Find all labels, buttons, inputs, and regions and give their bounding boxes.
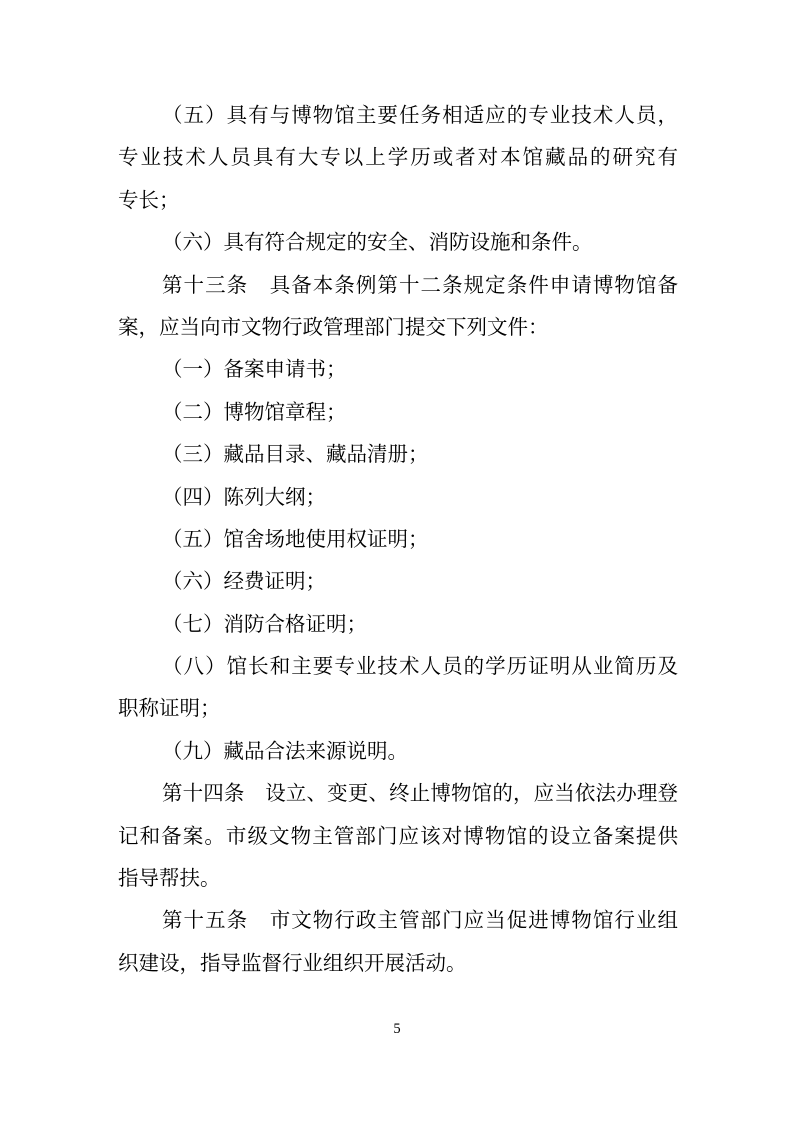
text-line: 第十三条 具备本条例第十二条规定条件申请博物馆备 (162, 274, 678, 297)
text-line: 记和备案。市级文物主管部门应该对博物馆的设立备案提供 (118, 825, 678, 848)
text-line: （九）藏品合法来源说明。 (162, 740, 408, 763)
paragraph (118, 265, 678, 350)
document-body (118, 95, 678, 985)
text-line: （五）馆舍场地使用权证明； (162, 528, 429, 551)
text-line: （四）陈列大纲； (162, 486, 326, 509)
page-number: 5 (393, 1021, 401, 1037)
text-line: 第十四条 设立、变更、终止博物馆的，应当依法办理登 (162, 783, 678, 806)
paragraph (118, 773, 678, 900)
text-line: （七）消防合格证明； (162, 613, 367, 636)
paragraph (118, 222, 678, 264)
paragraph (118, 392, 678, 434)
text-line: （三）藏品目录、藏品清册； (162, 444, 429, 467)
paragraph (118, 519, 678, 561)
paragraph (118, 95, 678, 222)
paragraph (118, 561, 678, 603)
text-line: 织建设，指导监督行业组织开展活动。 (118, 952, 467, 975)
text-line: 第十五条 市文物行政主管部门应当促进博物馆行业组 (162, 910, 678, 933)
paragraph (118, 900, 678, 985)
text-line: （五）具有与博物馆主要任务相适应的专业技术人员， (162, 105, 678, 127)
paragraph (118, 434, 678, 476)
paragraph (118, 477, 678, 519)
text-line: 案，应当向市文物行政管理部门提交下列文件： (118, 316, 549, 339)
text-line: （一）备案申请书； (162, 359, 347, 382)
text-line: 专长； (118, 189, 180, 212)
paragraph (118, 731, 678, 773)
text-line: （二）博物馆章程； (162, 401, 347, 424)
text-line: 指导帮扶。 (118, 868, 221, 891)
paragraph (118, 349, 678, 391)
text-line: 专业技术人员具有大专以上学历或者对本馆藏品的研究有 (118, 147, 678, 170)
paragraph (118, 646, 678, 731)
text-line: 职称证明； (118, 698, 221, 721)
text-line: （八）馆长和主要专业技术人员的学历证明从业简历及 (162, 656, 678, 679)
text-line: （六）具有符合规定的安全、消防设施和条件。 (162, 232, 593, 255)
text-line: （六）经费证明； (162, 571, 326, 594)
paragraph (118, 604, 678, 646)
